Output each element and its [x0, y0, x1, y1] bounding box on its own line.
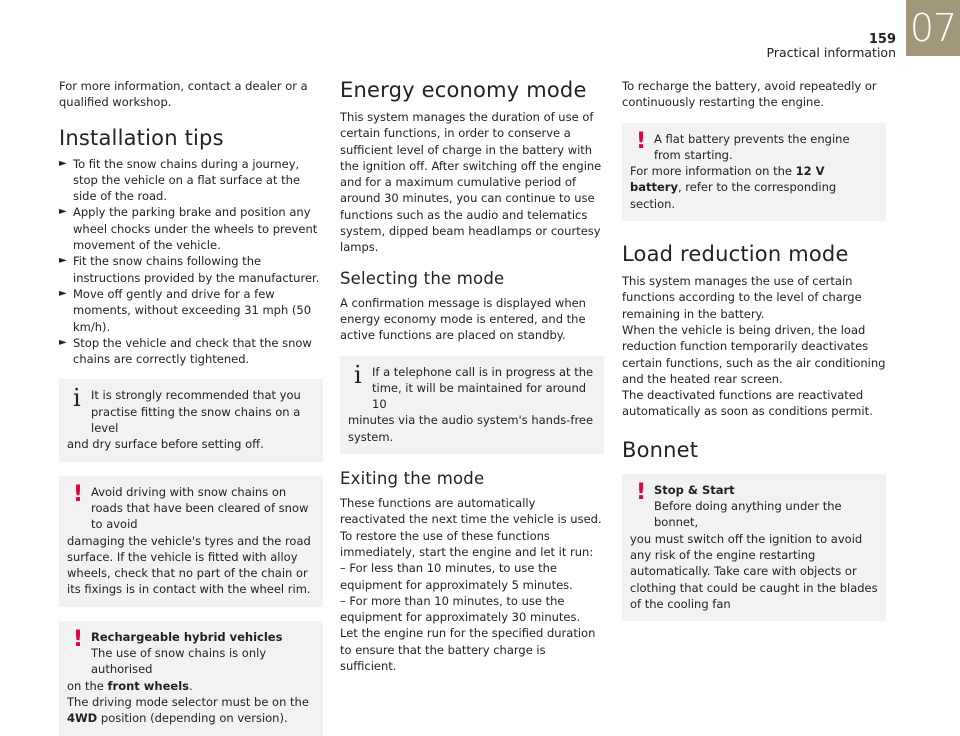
info-icon: i — [354, 360, 362, 389]
warning-text-rest: damaging the vehicle's tyres and the road surface. If the vehicle is fitted with alloy wheels, check that no part of the chain or its fixings is in contact with the wheel rim. — [67, 533, 311, 597]
heading-energy-economy: Energy economy mode — [340, 78, 587, 102]
info-text-first: If a telephone call is in progress at the time, it will be maintained for around 10 — [372, 364, 594, 412]
column-3 — [622, 78, 886, 621]
info-icon: i — [73, 384, 81, 413]
warning-box — [59, 476, 323, 607]
step-text: Fit the snow chains following the instructions provided by the manufacturer. — [73, 254, 320, 285]
warning-icon: ! — [636, 479, 647, 505]
info-text-rest: and dry surface before setting off. — [67, 437, 264, 452]
column-2 — [340, 76, 604, 674]
step-item — [59, 253, 323, 286]
warning-icon: ! — [73, 481, 84, 507]
warning-icon: ! — [73, 626, 84, 652]
hybrid-line-3: The driving mode selector must be on the 4WD position (depending on version). — [67, 694, 309, 726]
warning-text-first: A flat battery prevents the engine from starting. — [654, 131, 850, 162]
warning-text-rest: For more information on the 12 V battery, refer to the corresponding section. — [630, 164, 837, 211]
recharge-intro: To recharge the battery, avoid repeatedly or continuously restarting the engine. — [622, 79, 877, 110]
info-box — [59, 379, 323, 461]
load-body-3: The deactivated functions are reactivated automatically as soon as conditions permit. — [622, 388, 873, 419]
heading-load-reduction: Load reduction mode — [622, 242, 849, 267]
bonnet-text-rest: you must switch off the ignition to avoid any risk of the engine restarting automatically. Take care with objects or clothing that could be caught in the blades of the cooling fan — [630, 531, 878, 611]
hybrid-title: Rechargeable hybrid vehicles — [91, 629, 283, 644]
info-box — [340, 356, 604, 454]
hybrid-line-1: The use of snow chains is only authorised — [91, 646, 267, 677]
step-text: To fit the snow chains during a journey, stop the vehicle on a flat surface at the side of the road. — [73, 156, 301, 204]
info-text-first: It is strongly recommended that you practise fitting the snow chains on a level — [91, 388, 301, 436]
step-text: Stop the vehicle and check that the snow chains are correctly tightened. — [73, 335, 312, 367]
step-item — [59, 156, 323, 205]
bonnet-text-first: Before doing anything under the bonnet, — [654, 499, 842, 530]
bonnet-warning-box — [622, 474, 886, 621]
triangle-right-icon: ► — [59, 287, 67, 299]
selecting-body: A confirmation message is displayed when energy economy mode is entered, and the active functions are placed on standby. — [340, 295, 586, 343]
step-item — [59, 204, 323, 253]
triangle-right-icon: ► — [59, 206, 67, 218]
exiting-p5: Let the engine run for the specified duration to ensure that the battery charge is sufficient. — [340, 626, 596, 674]
bonnet-title: Stop & Start — [654, 482, 735, 497]
warning-icon: ! — [636, 128, 647, 154]
steps-list — [59, 156, 323, 368]
heading-bonnet: Bonnet — [622, 437, 699, 462]
heading-exiting-mode: Exiting the mode — [340, 469, 485, 489]
warning-box — [622, 123, 886, 221]
load-body-1: This system manages the use of certain functions according to the level of charge remaining in the battery. — [622, 274, 862, 321]
heading-selecting-mode: Selecting the mode — [340, 268, 505, 288]
step-text: Apply the parking brake and position any wheel chocks under the wheels to prevent movement of the vehicle. — [73, 205, 318, 253]
section-title: Practical information — [766, 45, 896, 60]
step-item — [59, 286, 323, 335]
chapter-tab: 07 — [906, 0, 960, 56]
hybrid-line-2: on the front wheels. — [67, 678, 193, 693]
step-text: Move off gently and drive for a few moments, without exceeding 31 mph (50 km/h). — [73, 286, 312, 334]
heading-installation-tips: Installation tips — [59, 125, 224, 150]
exiting-p1: These functions are automatically reactivated the next time the vehicle is used. — [340, 496, 602, 527]
exiting-p3: – For less than 10 minutes, to use the equipment for approximately 5 minutes. — [340, 561, 573, 592]
info-text-rest: minutes via the audio system's hands-free system. — [348, 413, 594, 444]
exiting-p4: – For more than 10 minutes, to use the equipment for approximately 30 minutes. — [340, 593, 581, 625]
hybrid-warning-box — [59, 621, 323, 736]
intro-text: For more information, contact a dealer or a qualified workshop. — [59, 79, 308, 110]
column-1 — [59, 78, 323, 736]
load-body-2: When the vehicle is being driven, the load reduction function temporarily deactivates certain functions, such as the air conditioning and the heated rear screen. — [622, 322, 886, 386]
step-item — [59, 335, 323, 368]
triangle-right-icon: ► — [59, 157, 67, 169]
energy-body: This system manages the duration of use of certain functions, in order to conserve a sufficient level of charge in the battery with the ignition off. After switching off the engine and for a maximum cumulative period of around 30 minutes, you can continue to use functions such as the audio and telematics system, dipped beam headlamps or courtesy lamps. — [340, 110, 602, 255]
page-number: 159 — [868, 32, 896, 47]
triangle-right-icon: ► — [59, 255, 67, 267]
exiting-p2: To restore the use of these functions immediately, start the engine and let it run: — [340, 528, 594, 559]
warning-text-first: Avoid driving with snow chains on roads that have been cleared of snow to avoid — [91, 484, 309, 532]
triangle-right-icon: ► — [59, 336, 67, 348]
